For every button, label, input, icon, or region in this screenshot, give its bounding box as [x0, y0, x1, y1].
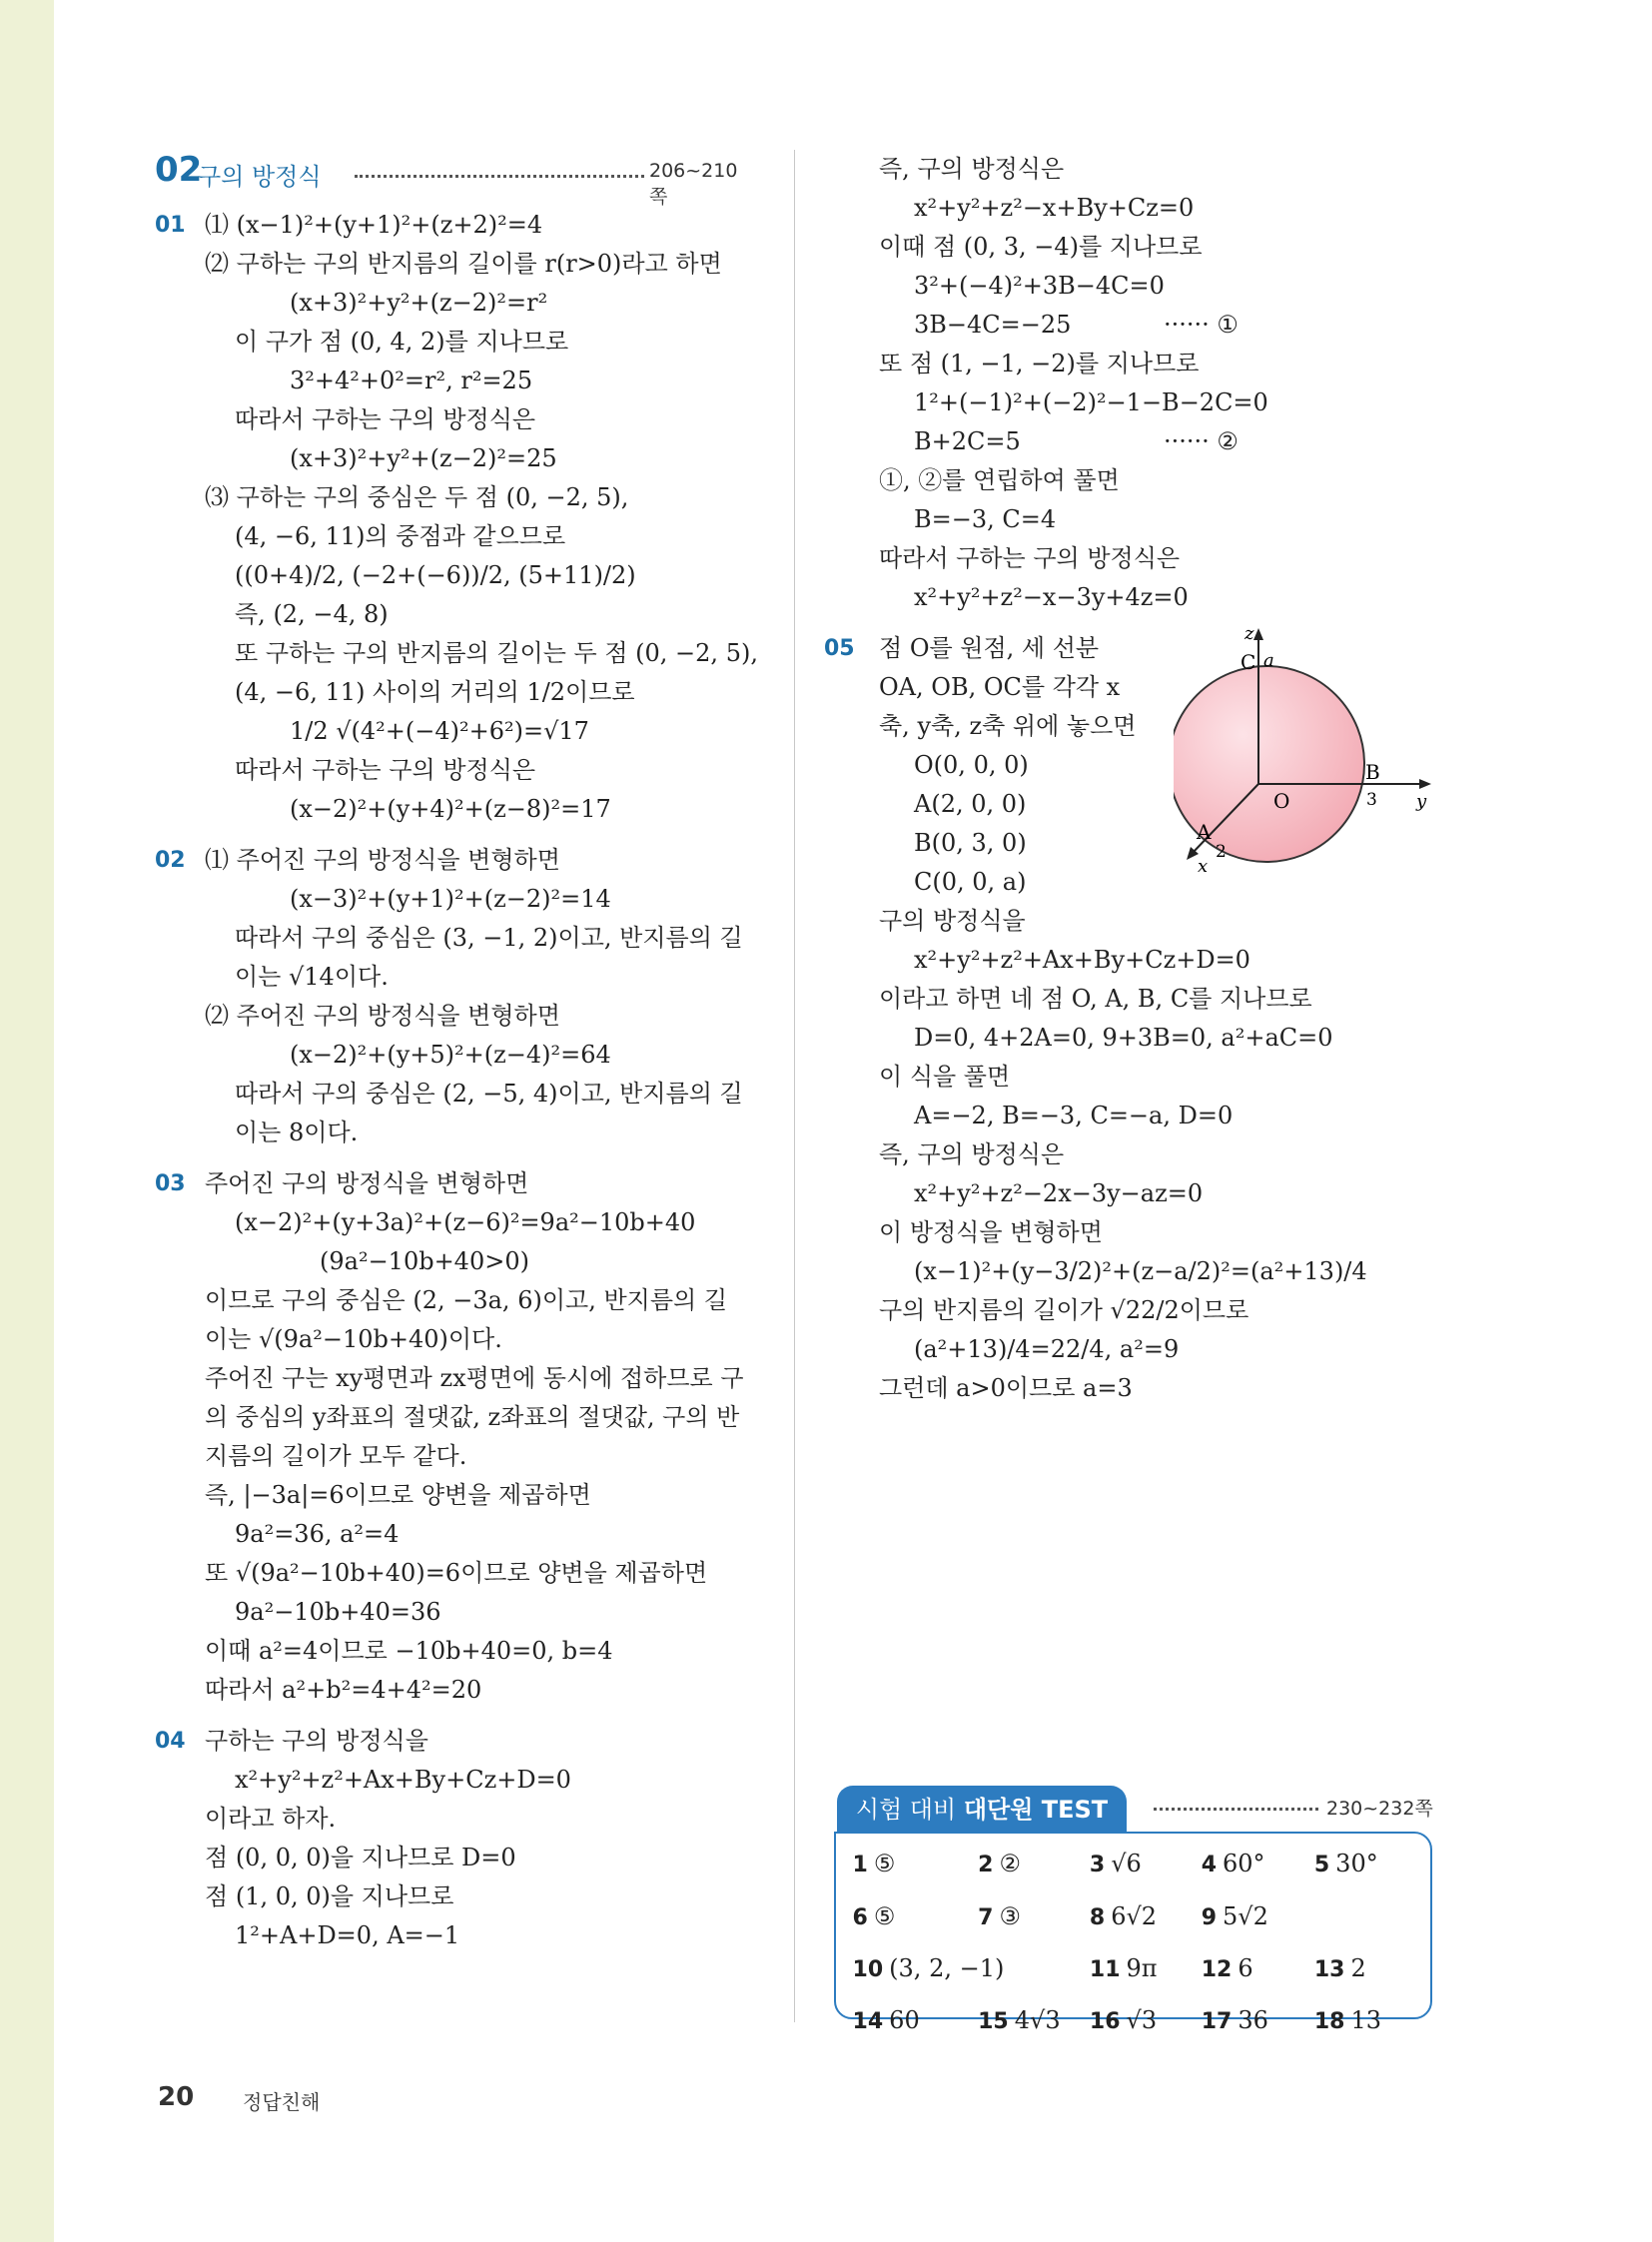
test-answer-number: 14	[852, 2008, 884, 2034]
line-text: 1/2 √(4²+(−4)²+6²)=√17	[290, 717, 589, 745]
line-text: 그런데 a>0이므로 a=3	[879, 1374, 1133, 1402]
test-answer-value: 4√3	[1014, 2005, 1061, 2034]
test-answer-value: 5√2	[1223, 1901, 1268, 1930]
line-text: 9a²−10b+40=36	[235, 1598, 441, 1626]
test-answer-value: 30°	[1335, 1850, 1378, 1878]
solution-line	[155, 1671, 754, 1710]
solution-line	[155, 1203, 754, 1242]
problem-number: 05	[824, 636, 855, 661]
solution-line	[155, 439, 754, 478]
test-tab	[837, 1786, 1127, 1834]
label-z: z	[1244, 624, 1254, 644]
label-y: y	[1416, 791, 1427, 812]
line-text: 이때 a²=4이므로 −10b+40=0, b=4	[205, 1637, 613, 1665]
solution-line	[155, 712, 754, 751]
page-number: 20	[158, 2082, 195, 2112]
test-answer-value: ②	[999, 1850, 1021, 1878]
line-text: 9a²=36, a²=4	[235, 1520, 400, 1548]
test-answer-value: 60°	[1223, 1850, 1265, 1878]
test-answer	[853, 2006, 920, 2034]
solution-line	[155, 1839, 754, 1877]
solution-line	[155, 1075, 754, 1114]
line-text: 주어진 구의 방정식을 변형하면	[205, 1169, 529, 1197]
test-answer	[1314, 2006, 1381, 2034]
line-text: (a²+13)/4=22/4, a²=9	[914, 1335, 1180, 1363]
line-text: O(0, 0, 0)	[914, 751, 1029, 779]
line-text: 이는 √(9a²−10b+40)이다.	[205, 1325, 502, 1353]
solution-line	[824, 1252, 1443, 1291]
line-text: B+2C=5	[914, 427, 1021, 455]
solution-line	[824, 902, 1443, 941]
test-answer	[853, 1902, 896, 1930]
line-text: 따라서 구하는 구의 방정식은	[235, 405, 536, 433]
solution-line	[155, 751, 754, 790]
line-text: C(0, 0, a)	[914, 868, 1027, 896]
section-pages: 206~210쪽	[649, 160, 738, 208]
problem-number: 02	[155, 848, 186, 873]
solution-line	[155, 919, 754, 958]
left-column	[155, 150, 758, 1955]
line-text: 점 (1, 0, 0)을 지나므로	[205, 1882, 454, 1910]
label-a: a	[1263, 650, 1274, 671]
line-text: B(0, 3, 0)	[914, 829, 1027, 857]
test-answer-number: 9	[1201, 1904, 1217, 1930]
solution-line	[824, 461, 1443, 500]
line-text: ⑵ 구하는 구의 반지름의 길이를 r(r>0)라고 하면	[205, 250, 722, 278]
test-answer-number: 13	[1313, 1956, 1345, 1982]
line-text: x²+y²+z²−x−3y+4z=0	[914, 583, 1189, 611]
solution-line	[155, 1398, 754, 1437]
line-text: 이므로 구의 중심은 (2, −3a, 6)이고, 반지름의 길	[205, 1286, 728, 1314]
line-text: 또 점 (1, −1, −2)를 지나므로	[879, 350, 1200, 377]
test-answer-value: 36	[1238, 2005, 1268, 2034]
left-solution-lines	[155, 206, 758, 1955]
test-answer-number: 17	[1201, 2008, 1233, 2034]
test-answer	[1314, 1954, 1366, 1982]
test-answer-value: 6	[1238, 1953, 1253, 1982]
test-answer-number: 12	[1201, 1956, 1233, 1982]
solution-line	[155, 1476, 754, 1515]
problem-gap	[155, 1152, 754, 1164]
solution-line	[824, 539, 1443, 578]
test-answer-number: 7	[978, 1904, 994, 1930]
line-text: 따라서 a²+b²=4+4²=20	[205, 1676, 482, 1704]
line-text: x²+y²+z²+Ax+By+Cz+D=0	[235, 1766, 571, 1794]
test-answer-number: 11	[1089, 1956, 1121, 1982]
test-answer-value: √6	[1111, 1850, 1142, 1878]
solution-line	[155, 323, 754, 362]
solution-line	[824, 422, 1443, 461]
line-text: 축, y축, z축 위에 놓으면	[879, 712, 1137, 740]
line-text: ⑶ 구하는 구의 중심은 두 점 (0, −2, 5),	[205, 483, 629, 511]
solution-line	[155, 880, 754, 919]
solution-line	[824, 228, 1443, 267]
left-margin-band	[0, 0, 54, 2242]
line-text: ①, ②를 연립하여 풀면	[879, 466, 1120, 494]
line-text: 3²+4²+0²=r², r²=25	[290, 367, 533, 394]
y-arrow	[1419, 779, 1431, 789]
line-text: 구의 반지름의 길이가 √22/2이므로	[879, 1296, 1249, 1324]
problem-number: 04	[155, 1729, 186, 1754]
solution-line	[824, 306, 1443, 345]
test-answer-value: ⑤	[873, 1850, 896, 1878]
solution-line	[824, 1174, 1443, 1213]
test-answer-number: 5	[1313, 1853, 1330, 1878]
label-3: 3	[1366, 790, 1377, 810]
solution-line	[155, 634, 758, 673]
solution-line	[824, 980, 1443, 1019]
section-title: 구의 방정식	[198, 163, 322, 191]
line-text: 이라고 하면 네 점 O, A, B, C를 지나므로	[879, 985, 1312, 1013]
solution-line	[824, 578, 1443, 617]
line-text: 1²+A+D=0, A=−1	[235, 1921, 460, 1949]
line-text: 이라고 하자.	[205, 1805, 337, 1833]
solution-line	[155, 1164, 754, 1203]
test-pages: 230~232쪽	[1326, 1798, 1433, 1820]
solution-line	[155, 958, 754, 997]
solution-line	[824, 1097, 1443, 1135]
line-text: 구의 방정식을	[879, 907, 1026, 935]
line-text: D=0, 4+2A=0, 9+3B=0, a²+aC=0	[914, 1024, 1333, 1052]
label-O: O	[1273, 789, 1290, 813]
solution-line	[155, 1722, 754, 1761]
solution-line	[824, 267, 1443, 306]
test-title-b: 대단원 TEST	[963, 1796, 1109, 1824]
test-answer-number: 10	[852, 1956, 884, 1982]
test-answer	[1090, 2006, 1157, 2034]
solution-line	[155, 245, 754, 284]
solution-line	[155, 1114, 754, 1152]
line-text: (x−2)²+(y+5)²+(z−4)²=64	[290, 1041, 611, 1069]
solution-line	[824, 1213, 1443, 1252]
solution-line	[155, 1515, 754, 1554]
test-answer-number: 6	[852, 1904, 868, 1930]
line-text: OA, OB, OC를 각각 x	[879, 673, 1121, 701]
column-divider	[794, 150, 795, 2022]
problem-number: 01	[155, 213, 186, 238]
solution-line	[155, 1916, 754, 1955]
test-answer-number: 1	[852, 1853, 868, 1878]
solution-line	[824, 1019, 1443, 1058]
line-text: (4, −6, 11) 사이의 거리의 1/2이므로	[235, 678, 635, 706]
solution-line	[155, 556, 754, 595]
solution-line	[155, 1320, 754, 1359]
solution-line	[824, 383, 1443, 422]
test-answer-value: (3, 2, −1)	[889, 1953, 1005, 1982]
solution-line	[155, 997, 754, 1036]
solution-line	[824, 1330, 1443, 1369]
test-answer	[853, 1850, 896, 1877]
line-text: 이는 8이다.	[235, 1119, 359, 1146]
line-text: (x−1)²+(y−3/2)²+(z−a/2)²=(a²+13)/4	[914, 1257, 1367, 1285]
line-text: ⑵ 주어진 구의 방정식을 변형하면	[205, 1002, 560, 1030]
line-text: ((0+4)/2, (−2+(−6))/2, (5+11)/2)	[235, 561, 636, 589]
test-answer-value: 6√2	[1111, 1901, 1158, 1930]
test-answer	[1202, 2006, 1268, 2034]
line-text: 의 중심의 y좌표의 절댓값, z좌표의 절댓값, 구의 반	[205, 1403, 740, 1431]
line-text: 점 O를 원점, 세 선분	[879, 634, 1100, 662]
test-answer-value: ⑤	[873, 1901, 896, 1930]
line-text: 즉, 구의 방정식은	[879, 1140, 1065, 1168]
line-text: (x+3)²+y²+(z−2)²=25	[290, 444, 557, 472]
solution-line	[155, 1554, 754, 1593]
test-answer-number: 8	[1089, 1904, 1106, 1930]
solution-line	[155, 1800, 754, 1839]
line-text: (4, −6, 11)의 중점과 같으므로	[235, 522, 566, 550]
line-text: 3B−4C=−25	[914, 311, 1072, 339]
line-text: (x−2)²+(y+3a)²+(z−6)²=9a²−10b+40	[235, 1208, 696, 1236]
test-answer-number: 4	[1201, 1853, 1217, 1878]
line-text: ⑴ (x−1)²+(y+1)²+(z+2)²=4	[205, 211, 543, 239]
solution-line	[155, 841, 754, 880]
equation-marker: ······ ①	[1164, 311, 1239, 339]
z-arrow	[1253, 628, 1263, 640]
line-text: 주어진 구는 xy평면과 zx평면에 동시에 접하므로 구	[205, 1364, 744, 1392]
line-text: 또 √(9a²−10b+40)=6이므로 양변을 제곱하면	[205, 1559, 708, 1587]
test-answer	[978, 2006, 1060, 2034]
test-answer	[1090, 1902, 1157, 1930]
test-answer-number: 2	[978, 1853, 994, 1878]
line-text: 지름의 길이가 모두 같다.	[205, 1442, 467, 1470]
problem-number: 03	[155, 1171, 186, 1196]
solution-line	[155, 595, 754, 634]
line-text: A=−2, B=−3, C=−a, D=0	[914, 1102, 1234, 1129]
test-answer	[1314, 1850, 1378, 1877]
test-answer-value: ③	[999, 1901, 1021, 1930]
test-answer-number: 3	[1089, 1853, 1106, 1878]
solution-line	[155, 1359, 754, 1398]
line-text: B=−3, C=4	[914, 505, 1057, 533]
line-text: 또 구하는 구의 반지름의 길이는 두 점 (0, −2, 5),	[235, 639, 758, 667]
test-answer	[853, 1954, 1005, 1982]
line-text: A(2, 0, 0)	[914, 790, 1027, 818]
line-text: 이때 점 (0, 3, −4)를 지나므로	[879, 233, 1203, 261]
line-text: 이 방정식을 변형하면	[879, 1218, 1103, 1246]
test-answer-number: 18	[1313, 2008, 1345, 2034]
label-B: B	[1365, 760, 1380, 784]
line-text: 구하는 구의 방정식을	[205, 1727, 428, 1755]
solution-line	[824, 150, 1443, 189]
test-answer-box	[834, 1832, 1432, 2034]
line-text: 1²+(−1)²+(−2)²−1−B−2C=0	[914, 388, 1268, 416]
test-answer	[1090, 1850, 1142, 1877]
solution-line	[155, 1281, 754, 1320]
solution-line	[824, 345, 1443, 383]
test-answer-value: 60	[889, 2005, 920, 2034]
section-number: 02	[155, 150, 203, 190]
test-answer	[1202, 1850, 1265, 1877]
solution-line	[824, 1369, 1443, 1408]
solution-line	[155, 1877, 754, 1916]
line-text: x²+y²+z²+Ax+By+Cz+D=0	[914, 946, 1250, 974]
solution-line	[824, 1058, 1443, 1097]
line-text: 이 구가 점 (0, 4, 2)를 지나므로	[235, 328, 569, 356]
line-text: 즉, 구의 방정식은	[879, 155, 1065, 183]
solution-line	[155, 1242, 754, 1281]
solution-line	[155, 362, 754, 400]
equation-marker: ······ ②	[1164, 427, 1239, 455]
line-text: 즉, |−3a|=6이므로 양변을 제곱하면	[205, 1481, 591, 1509]
label-A: A	[1197, 820, 1212, 844]
test-answer-value: 9π	[1126, 1953, 1158, 1982]
test-answer	[1202, 1902, 1268, 1930]
label-2: 2	[1216, 842, 1227, 862]
problem-gap	[155, 1710, 754, 1722]
test-answer-value: 2	[1350, 1953, 1366, 1982]
test-answer	[978, 1850, 1021, 1877]
test-answer-number: 16	[1089, 2008, 1121, 2034]
line-text: 3²+(−4)²+3B−4C=0	[914, 272, 1165, 300]
line-text: 이는 √14이다.	[235, 963, 389, 991]
line-text: (9a²−10b+40>0)	[320, 1247, 529, 1275]
test-answer-value: 13	[1350, 2005, 1382, 2034]
test-title-a: 시험 대비	[855, 1796, 957, 1824]
line-text: 이 식을 풀면	[879, 1063, 1011, 1091]
solution-line	[155, 1761, 754, 1800]
solution-line	[155, 400, 754, 439]
line-text: (x+3)²+y²+(z−2)²=r²	[290, 289, 548, 317]
solution-line	[155, 790, 754, 829]
solution-line	[155, 1593, 754, 1632]
line-text: (x−3)²+(y+1)²+(z−2)²=14	[290, 885, 611, 913]
test-answer-number: 15	[978, 2008, 1009, 2034]
solution-line	[155, 478, 754, 517]
footer-label: 정답친해	[243, 2090, 321, 2114]
solution-line	[155, 1632, 754, 1671]
test-answer	[978, 1902, 1021, 1930]
solution-line	[155, 1036, 754, 1075]
line-text: 따라서 구의 중심은 (2, −5, 4)이고, 반지름의 길	[235, 1080, 743, 1108]
solution-line	[824, 1291, 1443, 1330]
line-text: x²+y²+z²−x+By+Cz=0	[914, 194, 1195, 222]
solution-line	[155, 284, 754, 323]
solution-line	[824, 941, 1443, 980]
line-text: 즉, (2, −4, 8)	[235, 600, 389, 628]
test-answer-value: √3	[1126, 2005, 1158, 2034]
test-leader-dots	[1154, 1808, 1318, 1811]
leader-dots	[355, 175, 644, 178]
line-text: 따라서 구하는 구의 방정식은	[235, 756, 536, 784]
solution-line	[824, 189, 1443, 228]
line-text: 따라서 구하는 구의 방정식은	[879, 544, 1181, 572]
sphere-figure	[1174, 624, 1438, 874]
label-C: C	[1240, 650, 1256, 674]
problem-gap	[155, 829, 754, 841]
solution-line	[155, 1437, 754, 1476]
section-header	[155, 150, 754, 208]
solution-line	[155, 517, 754, 556]
test-answer	[1202, 1954, 1253, 1982]
solution-line	[824, 500, 1443, 539]
label-x: x	[1198, 856, 1209, 874]
line-text: (x−2)²+(y+4)²+(z−8)²=17	[290, 795, 611, 823]
line-text: 점 (0, 0, 0)을 지나므로 D=0	[205, 1844, 516, 1871]
sphere-diagram	[1174, 624, 1438, 874]
line-text: 따라서 구의 중심은 (3, −1, 2)이고, 반지름의 길	[235, 924, 743, 952]
test-answer	[1090, 1954, 1158, 1982]
solution-line	[824, 1135, 1443, 1174]
line-text: ⑴ 주어진 구의 방정식을 변형하면	[205, 846, 560, 874]
solution-line	[155, 206, 754, 245]
line-text: x²+y²+z²−2x−3y−az=0	[914, 1179, 1204, 1207]
solution-line	[155, 673, 754, 712]
